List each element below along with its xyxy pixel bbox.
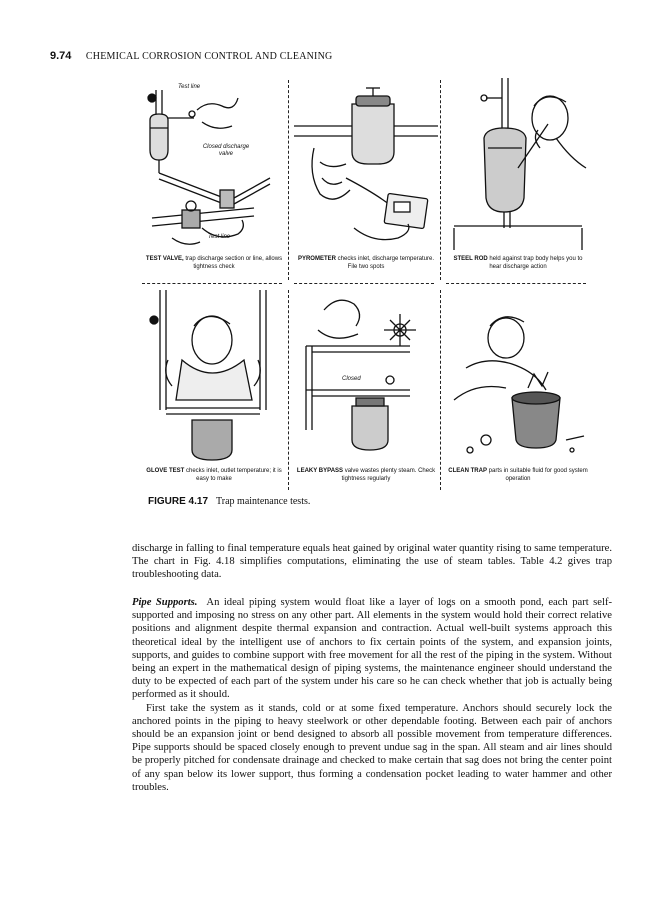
panel-glove-test [142,290,286,490]
figure-caption [148,496,310,507]
panel-test-valve [142,78,286,278]
caption-text: parts in suitable fluid for good system operation [488,468,588,482]
divider-horizontal [294,283,434,284]
section-pipe-supports [132,596,612,794]
panel-pyrometer [294,78,438,278]
test-valve-illustration [142,78,286,253]
caption-title: CLEAN TRAP [448,468,487,474]
page-number: 9.74 [50,50,72,62]
divider-vertical [440,290,441,490]
figure-label: FIGURE 4.17 [148,496,209,507]
divider-horizontal [446,283,586,284]
caption-title: TEST VALVE, [145,256,184,262]
divider-vertical [288,290,289,490]
glove-test-illustration [142,290,286,465]
section-heading: Pipe Supports. [132,597,198,608]
caption-test-valve [144,256,284,271]
figure-trap-maintenance [142,78,592,498]
paragraph-text: An ideal piping system would float like a layer of logs on a smooth pond, each part self-supported and imposing no stress on any other part. All elements in the system would hold their correct relative positions and alignment despite thermal expansion and contraction. Actual well-built systems approach this theoretical ideal by the intelligent use of anchors to fix certain points of the system, and expansion joints, supports, and guides to combine support with free movement for all the rest of the piping in the system. Without being an expert in the mathematical design of piping systems, the maintenance engineer should understand the duty to be expected of each part of the system under his care so he can check whether that job is actually being performed as it should. [132,597,613,701]
label-test-line-lower: Test line [208,234,231,240]
running-header [50,50,332,62]
paragraph-text: First take the system as it stands, cold or at some fixed temperature. Anchors should securely lock the anchored points in the piping to heavy steelwork or other dependable footing. Between each pair of anchors should be an expansion joint or bend designed to absorb all possible movement from temperature differences. Pipe supports should be spaced closely enough to prevent undue sag in the span. All steam and air lines should be properly pitched for condensate drainage and checked to make certain that sag does not bring the center point of any span below its lower support, thus forming a condensation pocket leading to water hammer and other troubles. [132,702,612,793]
panel-leaky-bypass [294,290,438,490]
panel-steel-rod [446,78,590,278]
caption-leaky-bypass [296,468,436,483]
caption-title: GLOVE TEST [146,468,185,474]
steel-rod-illustration [446,78,590,253]
running-title: CHEMICAL CORROSION CONTROL AND CLEANING [85,51,333,62]
figure-caption-text: Trap maintenance tests. [216,496,311,507]
label-test-line: Test line [178,84,201,90]
caption-pyrometer [296,256,436,271]
paragraph-continuation [132,542,612,582]
pyrometer-illustration [294,78,438,253]
leaky-bypass-illustration [294,290,438,465]
caption-steel-rod [448,256,588,271]
caption-text: checks inlet, outlet temperature; it is easy to make [185,468,282,482]
caption-text: valve wastes plenty steam. Check tightness regularly [341,468,436,482]
divider-vertical [288,80,289,280]
caption-text: checks inlet, discharge temperature. File two spots [337,256,435,270]
panel-clean-trap [446,290,590,490]
caption-title: PYROMETER [297,256,336,262]
divider-vertical [440,80,441,280]
caption-title: LEAKY BYPASS [296,468,344,474]
paragraph-text: discharge in falling to final temperature equals heat gained by original water quantity rising to same temperature. The chart in Fig. 4.18 simplifies computations, eliminating the use of steam tables. Table 4.2 gives trap troubleshooting data. [132,543,612,581]
caption-glove-test [144,468,284,483]
divider-horizontal [142,283,282,284]
caption-text: held against trap body helps you to hear discharge action [489,256,583,270]
label-closed-discharge-valve: Closed discharge valve [202,144,250,157]
clean-trap-illustration [446,290,590,465]
caption-text: trap discharge section or line, allows tightness check [185,256,283,270]
label-closed: Closed [342,376,361,382]
caption-clean-trap [448,468,588,483]
caption-title: STEEL ROD [453,256,488,262]
